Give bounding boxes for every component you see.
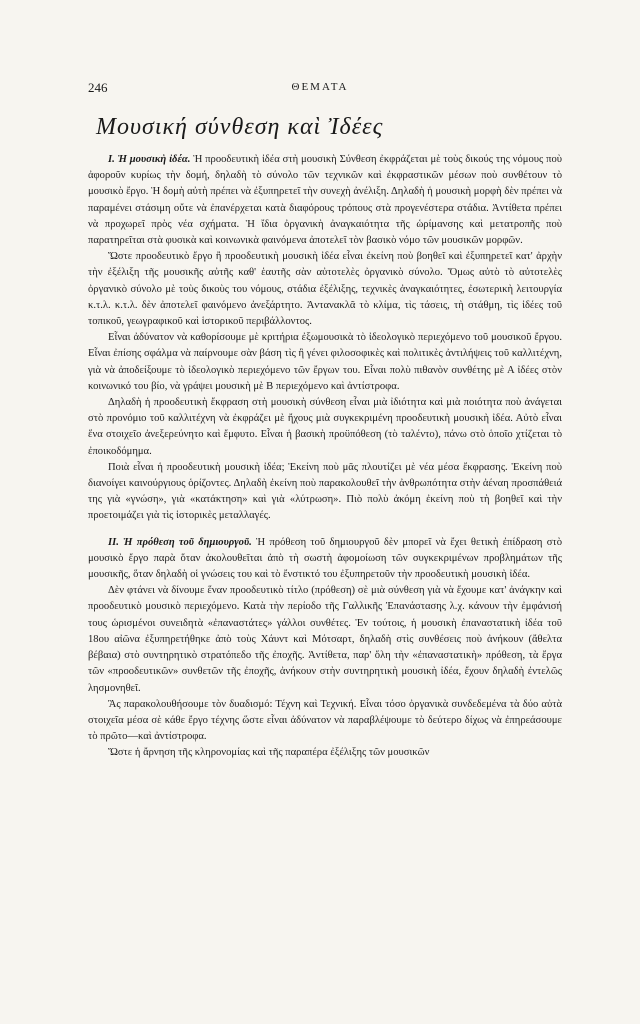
section-heading: ΙΙ. Ἡ πρόθεση τοῦ δημιουργοῦ. <box>108 536 252 548</box>
paragraph <box>88 460 562 525</box>
article-body <box>88 152 562 762</box>
paragraph-text: Ἂς παρακολουθήσουμε τὸν δυαδισμό: Τέχνη καὶ Τεχνική. Εἶναι τόσο ὀργανικὰ συνδεδεμένα τὰ δύο αὐτὰ στοιχεῖα μέσα σὲ κάθε ἔργο τέχνης ὥστε εἶναι ἀδύνατον νὰ παραβλέψουμε τὸ δεύτερο δίχως νὰ ἐπηρεάσουμε τὸ πρῶτο—καὶ ἀντίστροφα. <box>88 698 562 743</box>
paragraph-text: Ὥστε ἡ ἄρνηση τῆς κληρονομίας καὶ τῆς παραπέρα ἐξέλιξης τῶν μουσικῶν <box>108 747 430 759</box>
section-heading: Ι. Ἡ μουσικὴ ἰδέα. <box>108 154 191 165</box>
paragraph <box>88 152 562 249</box>
page-header <box>0 80 640 100</box>
paragraph <box>88 535 562 584</box>
article-title: Μουσική σύνθεση καὶ Ἰδέες <box>96 114 384 140</box>
page-number: 246 <box>88 80 108 95</box>
paragraph-text: Ἡ πρόθεση τοῦ δημιουργοῦ δὲν μπορεῖ νὰ ἔχει θετικὴ ἐπίδραση στὸ μουσικὸ ἔργο παρὰ ὅταν ἀκολουθεῖται ἀπὸ τὴ σωστὴ ἀφομοίωση τῶν συγκεκριμένων προβλημάτων τῆς μουσικῆς, ὅταν δηλαδὴ οἱ γνώσεις του καὶ τὸ ἔνστικτό του ἐξυπηρετοῦν τὴν προοδευτικὴ μουσικὴ ἰδέα. <box>88 536 562 581</box>
paragraph <box>88 697 562 746</box>
paragraph-text: Ὥστε προοδευτικὸ ἔργο ἢ προοδευτικὴ μουσικὴ ἰδέα εἶναι ἐκείνη ποὺ βοηθεῖ καὶ ἐξυπηρετεῖ κατ' ἀρχὴν τὴν ἐξέλιξη τῆς μουσικῆς αὐτῆς καθ' ἑαυτῆς σὰν αὐτοτελὲς ὀργανικὸ σύνολο. Ὅμως αὐτὸ τὸ αὐτοτελὲς ὀργανικὸ σύνολο μὲ τοὺς δικοὺς του νόμους, στάδια ἐξέλιξης, τεχνικὲς ἀναγκαιότητες, ἐσωτερικὴ λειτουργία κ.τ.λ. κ.τ.λ. δὲν ἀποτελεῖ φαινόμενο ἀνεξάρτητο. Ἀντανακλᾶ τὸ κλίμα, τὶς τάσεις, τὴ στάθμη, τὶς ἰδέες τοῦ τοπικοῦ, γεωγραφικοῦ καὶ ἱστορικοῦ περιβάλλοντος. <box>88 251 562 328</box>
paragraph <box>88 395 562 460</box>
paragraph <box>88 745 562 761</box>
paragraph <box>88 249 562 330</box>
paragraph-text: Εἶναι ἀδύνατον νὰ καθορίσουμε μὲ κριτήρια ἐξωμουσικὰ τὸ ἰδεολογικὸ περιεχόμενο τοῦ μουσικοῦ ἔργου. Εἶναι ἐπίσης σφάλμα νὰ παίρνουμε σὰν βάση τὶς ἢ γένει φιλοσοφικὲς καὶ πολιτικὲς ἀντιλήψεις τοῦ καλλιτέχνη, γιὰ νὰ ἀποδείξουμε τὸ ἰδεολογικὸ περιεχόμενο τῶν ἔργων του. Εἶναι πολὺ πιθανὸν συνθέτης μὲ Α ἰδέες στὸν κοινωνικό του βίο, νὰ γράψει μουσικὴ μὲ Β περιεχόμενο καὶ ἀντίστροφα. <box>88 332 562 392</box>
paragraph-text: Δηλαδὴ ἡ προοδευτικὴ ἔκφραση στὴ μουσικὴ σύνθεση εἶναι μιὰ ἰδιότητα καὶ μιὰ ποιότητα ποὺ ἀνάγεται στὸ προνόμιο τοῦ καλλιτέχνη νὰ ἐκφράζει μὲ ἤχους μιὰ συγκεκριμένη προοδευτικὴ μουσικὴ ἰδέα. Αὐτὸ εἶναι ἕνα στοιχεῖο ἀνεξερεύνητο καὶ ἔμφυτο. Εἶναι ἡ βασικὴ προϋπόθεση (τὸ ταλέντο), πάνω στὸ ὁποῖο χτίζεται τὸ ἐποικοδόμημα. <box>88 397 562 457</box>
paragraph-text: Ποιὰ εἶναι ἡ προοδευτικὴ μουσικὴ ἰδέα; Ἐκείνη ποὺ μᾶς πλουτίζει μὲ νέα μέσα ἔκφρασης. Ἐκείνη ποὺ διανοίγει καινούργιους ὁρίζοντες. Δηλαδὴ ἐκείνη ποὺ παρακολουθεῖ τὴν ἀνθρωπότητα στὴν ἀέναη προσπάθειά της γιὰ «γνώση», γιὰ «κατάκτηση» καὶ γιὰ «λύτρωση». Πιὸ πολὺ ἀκόμη ἐκείνη ποὺ τὴ βοηθεῖ καὶ τὴν προετοιμάζει γιὰ τὶς ἱστορικὲς μεταλλαγές. <box>88 461 562 522</box>
paragraph <box>88 583 562 696</box>
paragraph-text: Ἡ προοδευτικὴ ἰδέα στὴ μουσικὴ Σύνθεση ἐκφράζεται μὲ τοὺς δικούς της νόμους ποὺ ἀφοροῦν κυρίως τὴν δομή, δηλαδὴ τὸ σύνολο τῶν τεχνικῶν καὶ ἐκφραστικῶν μέσων ποὺ συνθέτουν τὸ μουσικὸ ἔργο. Ἡ δομὴ αὐτὴ πρέπει νὰ ἐξυπηρετεῖ τὴν συνεχὴ ἀνέλιξη. Δηλαδὴ ἡ μουσικὴ μορφὴ δὲν πρέπει νὰ παραμένει στάσιμη οὔτε νὰ ἐπανέρχεται κατὰ διαφόρους τρόπους στὰ προγενέστερα στάδια. Ἀντίθετα πρέπει νὰ προχωρεῖ πρὸς νέα σχήματα. Ἡ ἴδια ὀργανικὴ ἀναγκαιότητα τῆς ὡρίμανσης καὶ μετατροπῆς ποὺ παρατηρεῖται στὰ φυσικὰ καὶ κοινωνικὰ φαινόμενα ἀποτελεῖ τὸν βασικὸ νόμο τῶν μουσικῶν μορφῶν. <box>88 154 562 247</box>
running-head: ΘΕΜΑΤΑ <box>291 81 349 93</box>
paragraph-text: Δὲν φτάνει νὰ δίνουμε ἕναν προοδευτικὸ τίτλο (πρόθεση) σὲ μιὰ σύνθεση γιὰ νὰ ἔχουμε κατ' ἀνάγκην καὶ προοδευτικὸ μουσικὸ περιεχόμενο. Κατὰ τὴν περίοδο τῆς Γαλλικῆς Ἐπανάστασης λ.χ. κάνουν τὴν ἐμφάνισή τους ὡρισμένοι συνειδητὰ «ἐπαναστάτες» γάλλοι συνθέτες. Ἐν τούτοις, ἡ μουσικὴ ἐπαναστατικὴ ἰδέα τοῦ 18ου αἰῶνα ἐξυπηρετήθηκε ἀπὸ τοὺς Χάυντ καὶ Μότσαρτ, δηλαδὴ στὶς συνθέσεις ποὺ ἀνήκουν (ἄθελτα βέβαια) στὸ συντηρητικὸ στρατόπεδο τῆς ἐποχῆς. Ἀντίθετα, παρ' ὅλη τὴν «ἐπαναστατικὴ» πρόθεση, τὰ ἔργα τῶν «προοδευτικῶν» συνθετῶν τῆς ἐποχῆς, ἀνήκουν στὴν συντηρητικὴ μουσικὴ ἰδέα, ἔχουν δηλαδὴ ἐντελῶς λησμονηθεῖ. <box>88 585 562 694</box>
paragraph <box>88 330 562 395</box>
